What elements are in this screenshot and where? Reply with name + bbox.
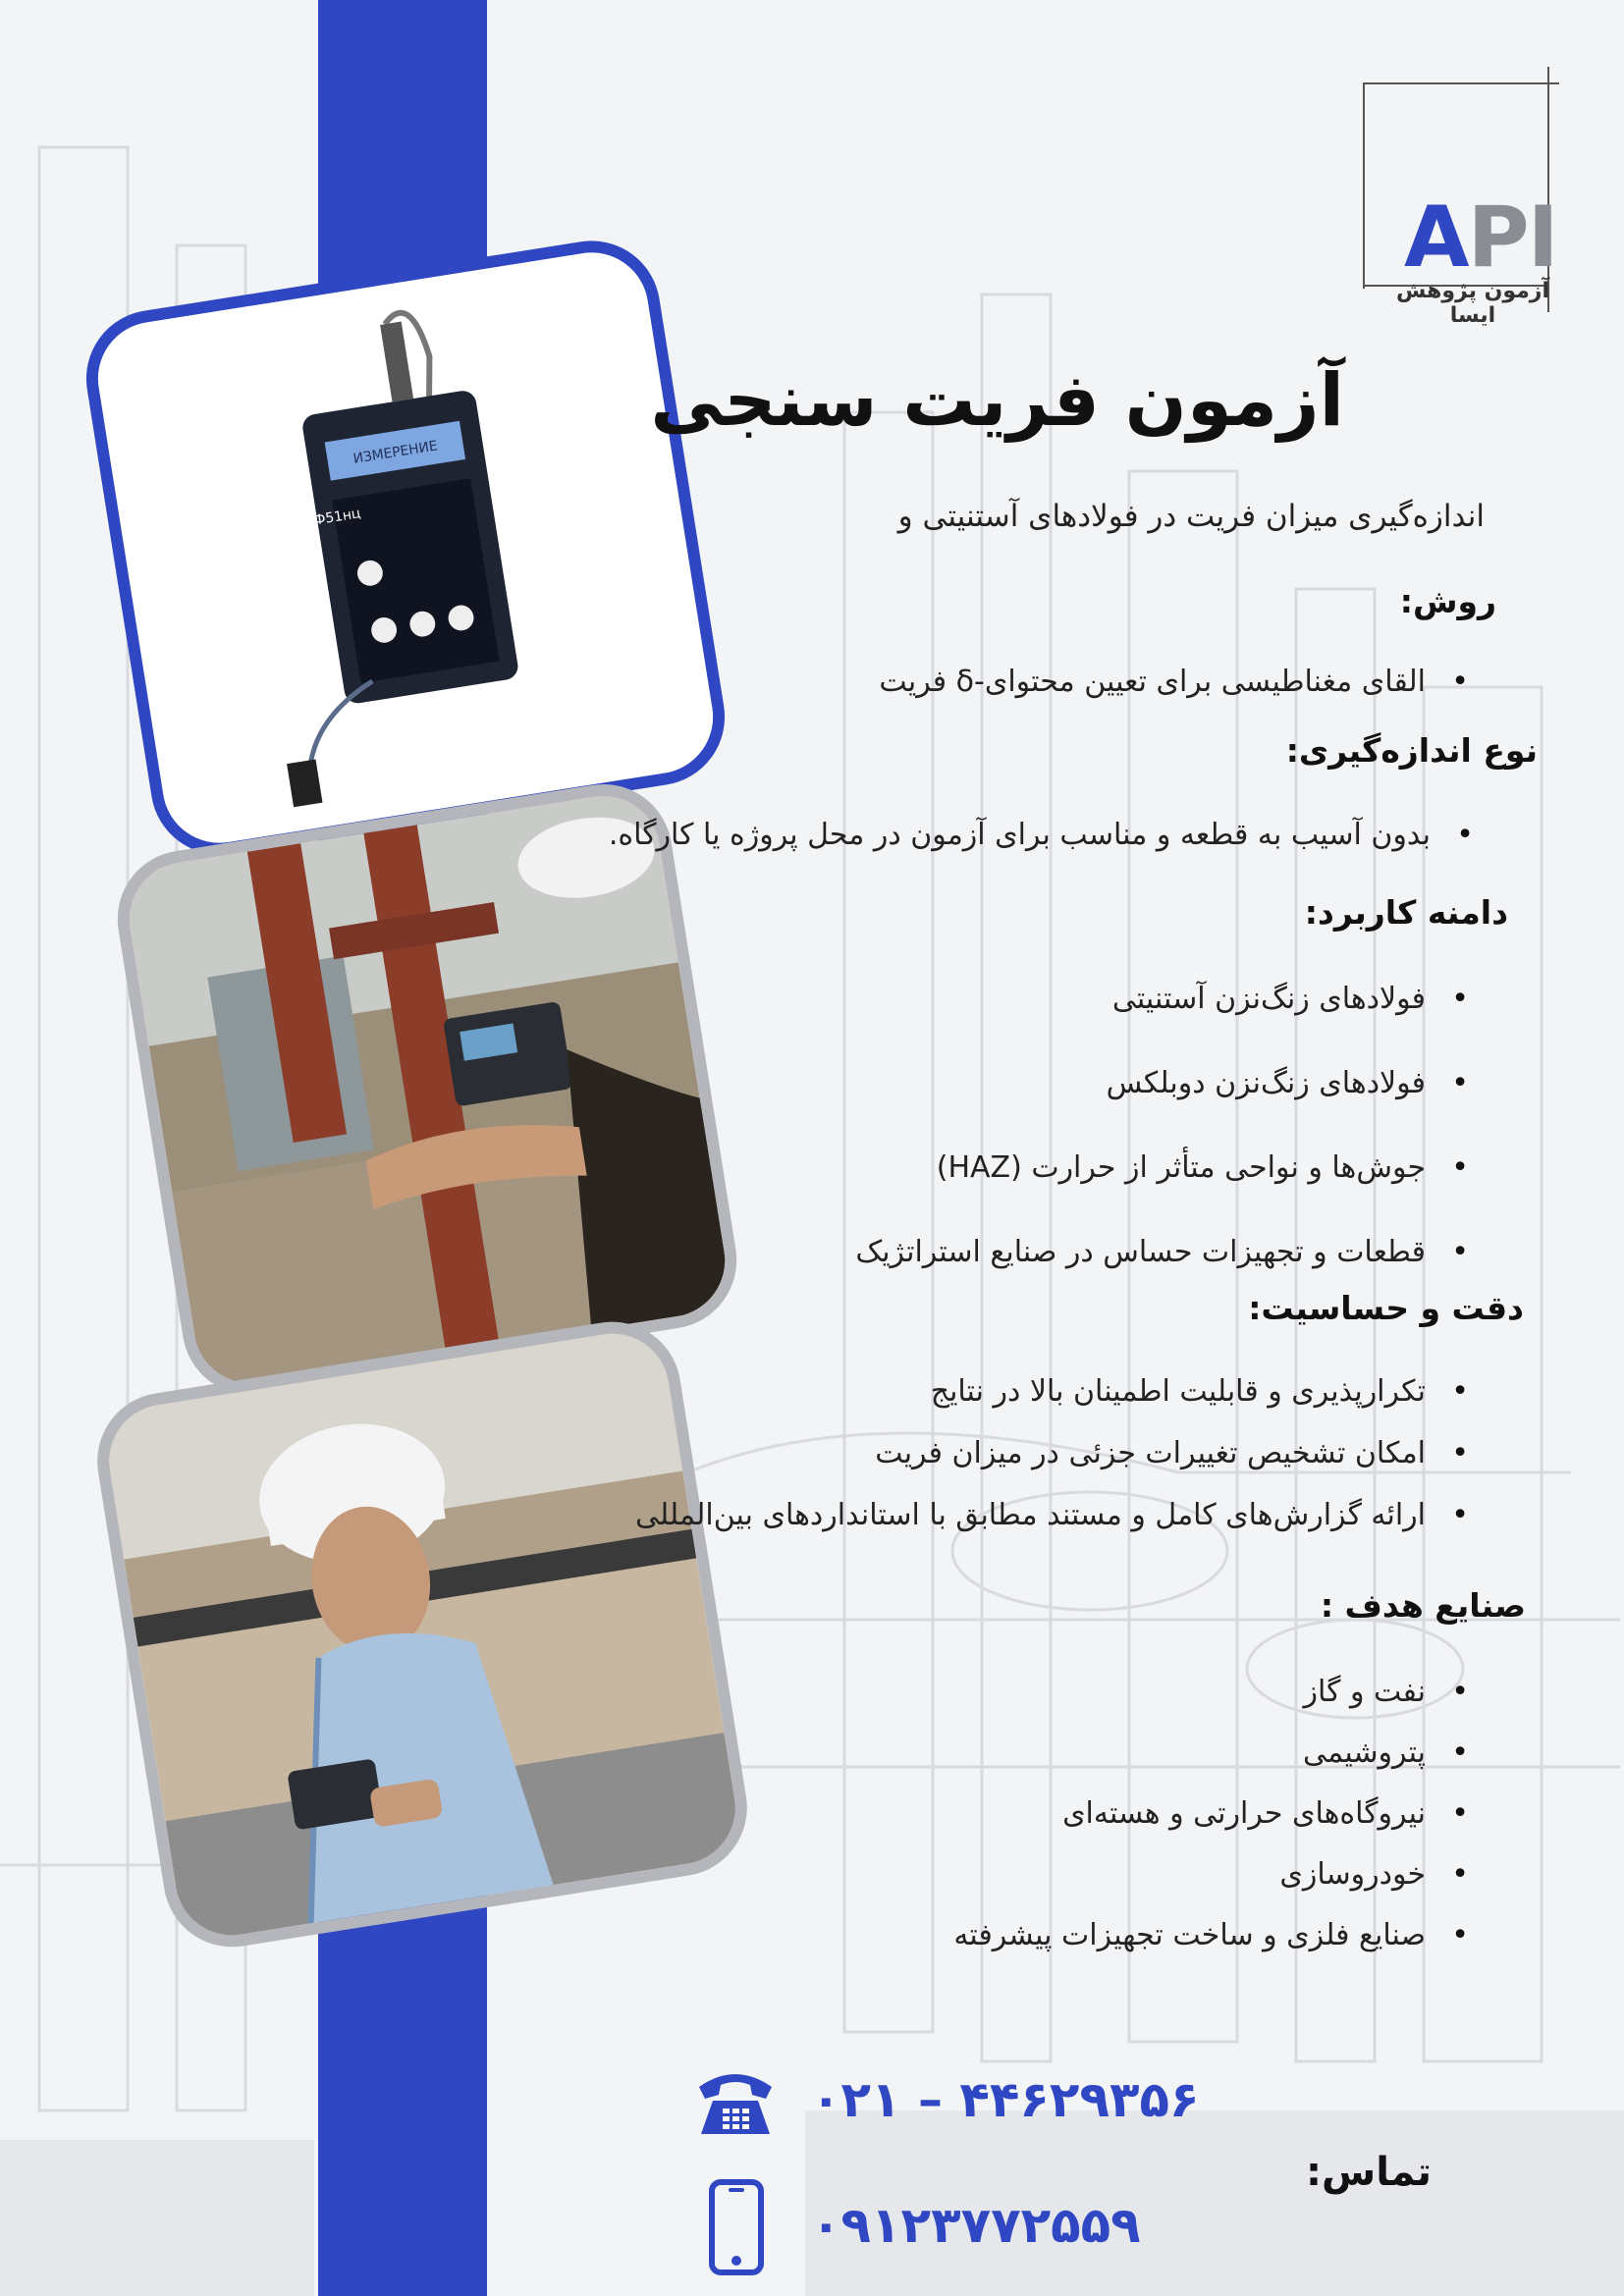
mobile-icon — [709, 2179, 764, 2275]
list-item: • القای مغناطیسی برای تعیین محتوای-δ فریت — [879, 665, 1477, 699]
list-item: • امکان تشخیص تغییرات جزئی در میزان فریت — [875, 1436, 1477, 1470]
logo-mark-pi: PI — [1467, 188, 1557, 287]
section-heading-measurement-type: نوع اندازه‌گیری: — [1285, 731, 1538, 770]
list-item: • صنایع فلزی و ساخت تجهیزات پیشرفته — [953, 1918, 1477, 1952]
device-photo — [77, 231, 734, 864]
contact-label: تماس: — [1306, 2150, 1433, 2195]
device-model-text: МФ51нц — [300, 506, 362, 531]
list-item: • نیروگاه‌های حرارتی و هسته‌ای — [1062, 1796, 1477, 1831]
list-item: • فولادهای زنگ‌نزن آستنیتی — [1112, 982, 1477, 1016]
logo-mark — [1404, 188, 1557, 287]
logo-subtitle: آزمون پژوهش ایسا — [1395, 279, 1550, 328]
list-item: • فولادهای زنگ‌نزن دوبلکس — [1107, 1066, 1477, 1100]
list-item: • نفت و گاز — [1304, 1675, 1477, 1709]
engineer-photo — [87, 1312, 757, 1957]
section-heading-accuracy: دقت و حساسیت: — [1248, 1289, 1524, 1327]
logo-mark-a: A — [1404, 188, 1468, 287]
logo-frame-left — [1363, 82, 1365, 289]
device-screen-text: ИЗМЕРЕНИЕ — [352, 438, 439, 467]
list-item: • ارائه گزارش‌های کامل و مستند مطابق با استانداردهای بین‌المللی — [635, 1498, 1477, 1532]
list-item: • پتروشیمی — [1303, 1735, 1477, 1770]
section-heading-target-industries: صنایع هدف : — [1320, 1586, 1526, 1625]
section-heading-method: روش: — [1399, 582, 1496, 620]
section-heading-application: دامنه کاربرد: — [1304, 893, 1508, 932]
intro-text: اندازه‌گیری میزان فریت در فولادهای آستنیتی و — [897, 499, 1485, 534]
list-item: • تکرارپذیری و قابلیت اطمینان بالا در نتایج — [931, 1374, 1477, 1409]
phone-number[interactable]: ۰۲۱ – ۴۴۶۲۹۳۵۶ — [811, 2071, 1200, 2128]
pipe-inspection-photo — [108, 774, 747, 1405]
list-item: • قطعات و تجهیزات حساس در صنایع استراتژیک — [855, 1235, 1477, 1269]
company-logo — [1355, 67, 1591, 328]
page-title: آزمون فریت سنجی — [650, 358, 1344, 443]
mobile-number[interactable]: ۰۹۱۲۳۷۷۲۵۵۹ — [811, 2197, 1141, 2254]
list-item: • جوش‌ها و نواحی متأثر از حرارت (HAZ) — [937, 1150, 1477, 1185]
list-item: • بدون آسیب به قطعه و مناسب برای آزمون در محل پروژه یا کارگاه. — [609, 818, 1482, 852]
phone-icon — [693, 2065, 778, 2138]
list-item: • خودروسازی — [1279, 1857, 1477, 1892]
